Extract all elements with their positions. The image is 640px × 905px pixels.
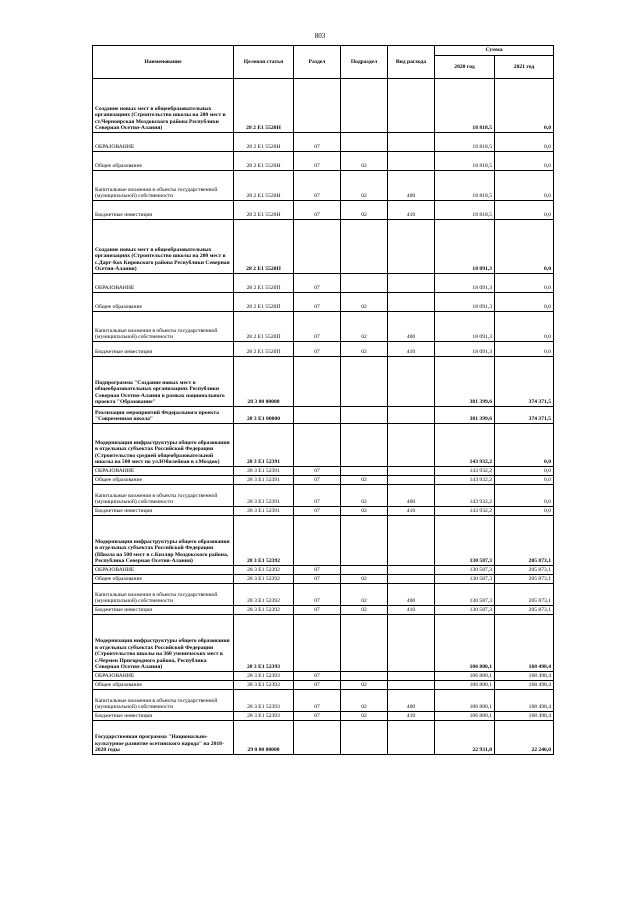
row-code: 28 2 Е1 5520П — [234, 274, 294, 293]
row-amount-2020: 106 880,1 — [435, 615, 495, 672]
table-row — [93, 293, 554, 312]
row-expense — [388, 407, 435, 424]
row-code: 28 2 Е1 5520Н — [234, 201, 294, 220]
row-amount-2020: 130 587,3 — [435, 575, 495, 584]
table-row — [93, 312, 554, 342]
row-code: 28 3 Е1 52393 — [234, 681, 294, 690]
row-name: Общее образование — [93, 152, 234, 171]
row-amount-2020: 143 932,2 — [435, 476, 495, 485]
row-section — [294, 407, 341, 424]
row-amount-2020: 130 587,3 — [435, 516, 495, 566]
row-code: 28 3 Е1 00000 — [234, 407, 294, 424]
table-row — [93, 712, 554, 721]
row-name: ОБРАЗОВАНИЕ — [93, 274, 234, 293]
row-expense — [388, 615, 435, 672]
row-amount-2020: 18 091,3 — [435, 312, 495, 342]
row-subsection: 02 — [341, 293, 388, 312]
row-section: 07 — [294, 584, 341, 606]
row-name: Создание новых мест в общеобразовательных организациях (Строительство школы на 200 мест в с.Дарг-Кох Кировского района Республики Северная Осетия-Алания) — [93, 220, 234, 274]
table-row — [93, 357, 554, 407]
row-name: Общее образование — [93, 293, 234, 312]
row-code: 28 3 Е1 52392 — [234, 584, 294, 606]
table-row — [93, 721, 554, 755]
row-amount-2021: 0,0 — [495, 133, 554, 152]
row-amount-2021: 168 498,4 — [495, 615, 554, 672]
row-amount-2021: 0,0 — [495, 485, 554, 507]
row-expense — [388, 274, 435, 293]
table-row — [93, 615, 554, 672]
row-amount-2020: 130 587,3 — [435, 606, 495, 615]
table-body — [93, 79, 554, 755]
row-subsection: 02 — [341, 712, 388, 721]
row-amount-2021: 205 873,1 — [495, 575, 554, 584]
row-expense — [388, 575, 435, 584]
table-row — [93, 575, 554, 584]
row-subsection: 02 — [341, 606, 388, 615]
row-amount-2021: 205 873,1 — [495, 516, 554, 566]
row-section — [294, 721, 341, 755]
row-amount-2021: 0,0 — [495, 220, 554, 274]
row-amount-2021: 0,0 — [495, 171, 554, 201]
row-name: Общее образование — [93, 476, 234, 485]
row-amount-2020: 22 931,0 — [435, 721, 495, 755]
header-section: Раздел — [294, 46, 341, 79]
row-expense: 400 — [388, 485, 435, 507]
row-code: 29 0 00 00000 — [234, 721, 294, 755]
row-expense — [388, 721, 435, 755]
row-amount-2021: 374 371,5 — [495, 357, 554, 407]
row-subsection: 02 — [341, 201, 388, 220]
row-amount-2021: 168 498,4 — [495, 681, 554, 690]
row-amount-2020: 381 399,6 — [435, 357, 495, 407]
table-row — [93, 274, 554, 293]
row-expense — [388, 293, 435, 312]
row-amount-2020: 18 091,3 — [435, 274, 495, 293]
header-year-2020: 2020 год — [435, 56, 495, 79]
row-subsection: 02 — [341, 584, 388, 606]
row-amount-2020: 106 880,1 — [435, 681, 495, 690]
row-subsection: 02 — [341, 342, 388, 357]
row-amount-2021: 205 873,1 — [495, 606, 554, 615]
row-section: 07 — [294, 467, 341, 476]
page-number: 803 — [314, 32, 326, 40]
row-name: Бюджетные инвестиции — [93, 606, 234, 615]
row-expense: 400 — [388, 584, 435, 606]
table-row — [93, 171, 554, 201]
row-amount-2021: 0,0 — [495, 342, 554, 357]
row-amount-2021: 0,0 — [495, 274, 554, 293]
row-name: Общее образование — [93, 575, 234, 584]
row-name: Капитальные вложения в объекты государственной (муниципальной) собственности — [93, 690, 234, 712]
row-amount-2021: 374 371,5 — [495, 407, 554, 424]
row-expense: 410 — [388, 606, 435, 615]
row-subsection — [341, 133, 388, 152]
row-amount-2020: 381 399,6 — [435, 407, 495, 424]
table-row — [93, 516, 554, 566]
row-subsection — [341, 407, 388, 424]
header-subsection: Подраздел — [341, 46, 388, 79]
row-expense: 410 — [388, 712, 435, 721]
row-name: ОБРАЗОВАНИЕ — [93, 672, 234, 681]
table-row — [93, 606, 554, 615]
row-section: 07 — [294, 681, 341, 690]
row-expense — [388, 467, 435, 476]
table-row — [93, 681, 554, 690]
row-subsection — [341, 721, 388, 755]
row-expense — [388, 133, 435, 152]
row-section: 07 — [294, 575, 341, 584]
row-section: 07 — [294, 312, 341, 342]
row-amount-2021: 168 498,4 — [495, 672, 554, 681]
row-amount-2021: 22 246,0 — [495, 721, 554, 755]
row-amount-2020: 18 818,5 — [435, 201, 495, 220]
table-row — [93, 507, 554, 516]
row-code: 28 3 Е1 52392 — [234, 606, 294, 615]
header-amount: Сумма — [435, 46, 554, 56]
row-section: 07 — [294, 712, 341, 721]
row-name: Бюджетные инвестиции — [93, 507, 234, 516]
row-code: 28 3 Е1 52391 — [234, 467, 294, 476]
row-name: Капитальные вложения в объекты государственной (муниципальной) собственности — [93, 485, 234, 507]
row-name: Подпрограмма "Создание новых мест в общеобразовательных организациях Республики Северная Осетия-Алания в рамках национального проекта "Образование" — [93, 357, 234, 407]
row-code: 28 3 Е1 52391 — [234, 424, 294, 467]
row-code: 28 2 Е1 5520Н — [234, 171, 294, 201]
row-expense — [388, 566, 435, 575]
row-subsection — [341, 467, 388, 476]
row-expense: 410 — [388, 507, 435, 516]
row-amount-2020: 18 091,3 — [435, 220, 495, 274]
row-section: 07 — [294, 293, 341, 312]
row-expense: 410 — [388, 201, 435, 220]
row-amount-2020: 106 880,1 — [435, 672, 495, 681]
row-name: ОБРАЗОВАНИЕ — [93, 566, 234, 575]
row-subsection — [341, 424, 388, 467]
row-amount-2021: 0,0 — [495, 312, 554, 342]
row-amount-2020: 106 880,1 — [435, 712, 495, 721]
row-amount-2020: 143 932,2 — [435, 467, 495, 476]
row-amount-2021: 205 873,1 — [495, 566, 554, 575]
row-amount-2021: 0,0 — [495, 507, 554, 516]
row-amount-2020: 18 091,3 — [435, 293, 495, 312]
row-name: ОБРАЗОВАНИЕ — [93, 133, 234, 152]
row-section: 07 — [294, 485, 341, 507]
row-code: 28 3 Е1 52393 — [234, 672, 294, 681]
row-amount-2021: 205 873,1 — [495, 584, 554, 606]
row-name: Реализация мероприятий Федерального проекта "Современная школа" — [93, 407, 234, 424]
row-expense — [388, 516, 435, 566]
row-amount-2021: 0,0 — [495, 79, 554, 133]
table-row — [93, 485, 554, 507]
row-section — [294, 516, 341, 566]
row-subsection — [341, 516, 388, 566]
row-subsection — [341, 615, 388, 672]
row-code: 28 2 Е1 5520П — [234, 312, 294, 342]
budget-table — [92, 45, 554, 755]
row-section — [294, 79, 341, 133]
row-code: 28 2 Е1 5520П — [234, 293, 294, 312]
row-code: 28 3 Е1 52391 — [234, 476, 294, 485]
row-amount-2020: 18 818,5 — [435, 171, 495, 201]
row-expense — [388, 357, 435, 407]
table-row — [93, 342, 554, 357]
row-name: Бюджетные инвестиции — [93, 342, 234, 357]
row-subsection: 02 — [341, 152, 388, 171]
row-amount-2021: 0,0 — [495, 201, 554, 220]
row-amount-2021: 168 498,4 — [495, 712, 554, 721]
row-section: 07 — [294, 566, 341, 575]
row-amount-2021: 0,0 — [495, 476, 554, 485]
row-amount-2021: 0,0 — [495, 152, 554, 171]
row-name: Создание новых мест в общеобразовательных организациях (Строительство школы на 200 мест в ст.Черноярская Моздокского района Республики Северная Осетия-Алания) — [93, 79, 234, 133]
row-name: Бюджетные инвестиции — [93, 712, 234, 721]
row-amount-2020: 130 587,3 — [435, 566, 495, 575]
header-expense: Вид расхода — [388, 46, 435, 79]
row-subsection — [341, 79, 388, 133]
row-subsection: 02 — [341, 171, 388, 201]
row-code: 28 2 Е1 5520Н — [234, 79, 294, 133]
row-amount-2021: 0,0 — [495, 467, 554, 476]
row-section: 07 — [294, 274, 341, 293]
row-amount-2020: 143 932,2 — [435, 424, 495, 467]
row-section: 07 — [294, 507, 341, 516]
row-section: 07 — [294, 152, 341, 171]
row-subsection — [341, 566, 388, 575]
row-expense: 400 — [388, 171, 435, 201]
row-amount-2021: 0,0 — [495, 293, 554, 312]
table-row — [93, 672, 554, 681]
row-code: 28 2 Е1 5520Н — [234, 133, 294, 152]
row-code: 28 2 Е1 5520П — [234, 342, 294, 357]
row-subsection: 02 — [341, 507, 388, 516]
table-row — [93, 220, 554, 274]
row-amount-2020: 18 818,5 — [435, 79, 495, 133]
row-amount-2021: 168 498,4 — [495, 690, 554, 712]
row-amount-2020: 143 932,2 — [435, 485, 495, 507]
row-subsection: 02 — [341, 312, 388, 342]
table-row — [93, 407, 554, 424]
row-section: 07 — [294, 342, 341, 357]
row-subsection: 02 — [341, 690, 388, 712]
table-row — [93, 152, 554, 171]
row-code: 28 2 Е1 5520Н — [234, 152, 294, 171]
row-amount-2020: 106 880,1 — [435, 690, 495, 712]
row-code: 28 3 Е1 52391 — [234, 485, 294, 507]
table-row — [93, 79, 554, 133]
row-expense: 400 — [388, 690, 435, 712]
row-subsection: 02 — [341, 575, 388, 584]
header-year-2021: 2021 год — [495, 56, 554, 79]
row-amount-2020: 143 932,2 — [435, 507, 495, 516]
row-section: 07 — [294, 133, 341, 152]
row-name: Капитальные вложения в объекты государственной (муниципальной) собственности — [93, 171, 234, 201]
row-expense: 410 — [388, 342, 435, 357]
row-section — [294, 424, 341, 467]
row-code: 28 3 Е1 52393 — [234, 712, 294, 721]
row-name: Государственная программа "Национально-культурное развитие осетинского народа" на 2018-2020 годы — [93, 721, 234, 755]
row-code: 28 3 Е1 52391 — [234, 507, 294, 516]
row-name: Модернизация инфраструктуры общего образования в отдельных субъектах Российской Федерации (Строительство средней общеобразовательной школы на 500 мест по ул.Юбилейная в г.Моздок) — [93, 424, 234, 467]
row-expense — [388, 424, 435, 467]
row-amount-2020: 18 818,5 — [435, 133, 495, 152]
row-code: 28 3 Е1 52392 — [234, 516, 294, 566]
row-name: Капитальные вложения в объекты государственной (муниципальной) собственности — [93, 584, 234, 606]
row-expense — [388, 220, 435, 274]
row-section: 07 — [294, 476, 341, 485]
row-expense — [388, 152, 435, 171]
table-row — [93, 566, 554, 575]
header-code: Целевая статья — [234, 46, 294, 79]
table-row — [93, 201, 554, 220]
row-name: ОБРАЗОВАНИЕ — [93, 467, 234, 476]
table-row — [93, 467, 554, 476]
table-row — [93, 133, 554, 152]
row-subsection — [341, 220, 388, 274]
row-code: 28 2 Е1 5520П — [234, 220, 294, 274]
row-code: 28 3 Е1 52393 — [234, 615, 294, 672]
row-name: Модернизация инфраструктуры общего образования в отдельных субъектах Российской Федерации (Школа на 500 мест в с.Кизляр Моздокского района, Республика Северная Осетия-Алания) — [93, 516, 234, 566]
row-name: Общее образование — [93, 681, 234, 690]
row-section: 07 — [294, 690, 341, 712]
row-subsection: 02 — [341, 485, 388, 507]
row-code: 28 3 00 00000 — [234, 357, 294, 407]
row-expense — [388, 476, 435, 485]
header-name: Наименование — [93, 46, 234, 79]
row-amount-2020: 130 587,3 — [435, 584, 495, 606]
row-expense: 400 — [388, 312, 435, 342]
row-amount-2020: 18 091,3 — [435, 342, 495, 357]
row-code: 28 3 Е1 52392 — [234, 575, 294, 584]
row-amount-2021: 0,0 — [495, 424, 554, 467]
table-row — [93, 424, 554, 467]
row-section: 07 — [294, 606, 341, 615]
row-section: 07 — [294, 672, 341, 681]
row-name: Бюджетные инвестиции — [93, 201, 234, 220]
row-section — [294, 357, 341, 407]
row-expense — [388, 681, 435, 690]
row-subsection: 02 — [341, 681, 388, 690]
table-row — [93, 476, 554, 485]
row-name: Модернизация инфраструктуры общего образования в отдельных субъектах Российской Федерации (Строительство школы на 360 ученических мест в с.Чермен Пригородного района, Республика Северная Осетия-Алания) — [93, 615, 234, 672]
row-section: 07 — [294, 171, 341, 201]
row-subsection — [341, 357, 388, 407]
row-expense — [388, 672, 435, 681]
row-code: 28 3 Е1 52392 — [234, 566, 294, 575]
table-row — [93, 584, 554, 606]
row-section: 07 — [294, 201, 341, 220]
table-row — [93, 690, 554, 712]
row-amount-2020: 18 818,5 — [435, 152, 495, 171]
row-subsection: 02 — [341, 476, 388, 485]
row-section — [294, 220, 341, 274]
row-subsection — [341, 672, 388, 681]
row-code: 28 3 Е1 52393 — [234, 690, 294, 712]
row-section — [294, 615, 341, 672]
row-name: Капитальные вложения в объекты государственной (муниципальной) собственности — [93, 312, 234, 342]
row-subsection — [341, 274, 388, 293]
row-expense — [388, 79, 435, 133]
